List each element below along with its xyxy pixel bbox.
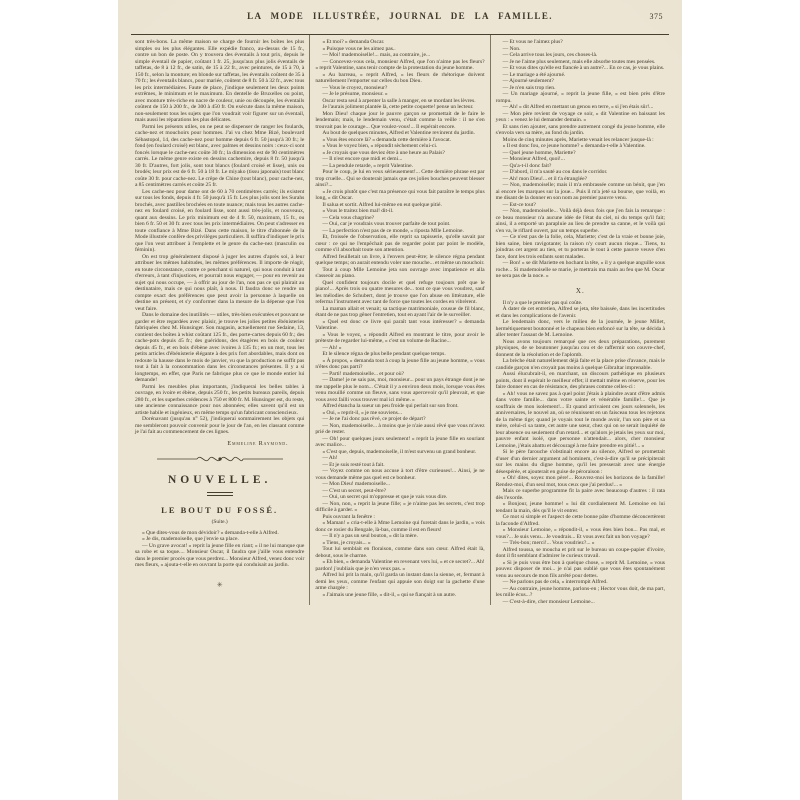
paragraph: — Cela vous chagrine? bbox=[322, 214, 375, 221]
paragraph: « Eh bien, » demanda Valentine en revenant vers lui, « et ce secret?... Ah! pardon! j'oubliais que je n'en veux pas. » bbox=[315, 559, 485, 572]
paragraph: — Ce n'est pas de la folie, cela, Mariette; c'est de la vraie et bonne joie, bien saine, bien ravigotante; la raison n'y court aucun risque... Tiens, tu joindras cet argent au tien, et tu porteras le tout à cette pauvre veuve d'en face, dont les trois enfants sont malades. bbox=[495, 234, 665, 260]
paragraph: « Oui, » reprit-il, « je me souviens... bbox=[322, 409, 403, 416]
paragraph: « Quel est donc ce livre qui paraît tant vous intéresser? » demanda Valentine. bbox=[315, 318, 485, 331]
paragraph: Alfred lui prit la main, qu'il garda un instant dans la sienne, et, fermant à demi les yeux, comme l'enfant qui appuie son doigt sur la gachette d'une arme chargée : bbox=[315, 572, 485, 591]
paragraph: — Et vous dites qu'elle est fiancée à un autre?... En ce cas, je vous plains. bbox=[502, 65, 665, 71]
paragraph: — Ah! bbox=[322, 455, 338, 461]
paragraph: — Concevez-vous cela, monsieur Alfred, que l'on n'aime pas les fleurs? » reprit Valentine, sans tenir compte de la protestation du jeune homme. bbox=[315, 58, 485, 71]
paragraph: Alfred toussa, se moucha et prit sur le bureau un coupe-papier d'ivoire, dont il fit semblant d'admirer le curieux travail. bbox=[495, 546, 665, 559]
paragraph: Aussi élucubrait-il, en marchant, un discours pathétique en plusieurs points, dont il espérait le meilleur effet; il mettait même en réserve, pour les faire donner en cas de résistance, des phrases comme celles-ci : bbox=[495, 371, 665, 390]
paragraph: — Qu'a-t-il donc fait? bbox=[502, 162, 552, 169]
paragraph: — Oui, car je voudrais vous trouver parfaite de tout point. bbox=[322, 221, 451, 227]
paragraph: « Vous le voyez bien, » répondit sèchement celui-ci. bbox=[322, 143, 438, 149]
paragraph: « Maman! » cria-t-elle à Mme Lemoine qui furetait dans le jardin, « vois donc ce rosier du Bengale, là-bas, comme il est en fleurs! bbox=[315, 520, 485, 533]
text-columns bbox=[130, 35, 670, 605]
paragraph: À dater de cet entretien, Alfred se jeta, tête baissée, dans les incertitudes et dans les complications de l'avenir. bbox=[495, 306, 665, 319]
paragraph: — Non, non, » reprit la jeune fille; « je n'aime pas les secrets, c'est trop difficile à garder. » bbox=[315, 500, 485, 513]
journal-title: LA MODE ILLUSTRÉE, JOURNAL DE LA FAMILLE. bbox=[247, 11, 553, 21]
paragraph: — Je le présume, monsieur. » bbox=[322, 91, 388, 97]
paragraph: — La perfection n'est pas de ce monde, » riposta Mlle Lemoine. bbox=[322, 227, 464, 234]
paragraph: — Non, mademoiselle; mais il m'a embrassée comme un bénit, que j'en ai encore les marques sur la joue... Puis il m'a jeté sa bourse, que voilà, en me disant de la donner en son nom au premier pauvre venu. bbox=[495, 182, 665, 201]
paragraph: Dorénavant (jusqu'au n° 52), j'indiquerai sommairement les objets qui me sembleront pouvoir convenir pour le jour de l'an, en les classant comme je l'ai fait au commencement de ces lignes. bbox=[135, 416, 305, 435]
paragraph: « J'aimais une jeune fille, » dit-il, « qui se fiançait à un autre. bbox=[322, 591, 457, 598]
paragraph: — Je n'en sais trop rien. bbox=[502, 84, 556, 91]
paragraph: — Mon Dieu! mademoiselle... bbox=[322, 481, 391, 487]
paragraph: — Ah! mon Dieu!... et il t'a étranglée? bbox=[502, 175, 588, 182]
paragraph: — Ah! » bbox=[322, 344, 342, 351]
page-header bbox=[118, 0, 682, 31]
paragraph: Parmi les meubles plus importants, j'indiquerai les belles tables à ouvrage, en ivoire et ébène, depuis 250 fr., les petits bureaux pareils, depuis 280 fr., et les superbes crédences à 750 et 800 fr. M. Hunsinger est, du reste, une ancienne connaissance pour nos abonnées; elles savent qu'il est un artiste habile et ingénieux, en même temps qu'un fabricant consciencieux. bbox=[135, 383, 305, 416]
paragraph: Je l'aurais joliment plantée là, cette petite coquette! pense un lecteur. bbox=[322, 104, 474, 110]
page-number: 375 bbox=[649, 12, 663, 21]
paragraph: — Et je suis resté tout à fait. bbox=[322, 461, 385, 468]
paragraph: Oscar resta seul à arpenter la salle à manger, en se mordant les lèvres. bbox=[322, 97, 476, 104]
story-subtitle: (Suite.) bbox=[211, 518, 228, 525]
paragraph: — C'est un secret, peut-être? bbox=[322, 487, 387, 494]
paragraph: Si le père farouche s'obstinait encore au silence, Alfred se promettait d'user d'un dernier argument ad hominem, c'est-à-dire qu'il se précipiterait sur les mains du digne homme, qu'il les presserait avec une énergie désespérée, et ajouterait en guise de péroraison : bbox=[495, 449, 665, 475]
paragraph: « Ah! vous ne savez pas à quel point j'étais à plaindre avant d'être admis dans votre famille... dans votre sainte et vénérable famille!... Que je souffrais de mon isolement!... Et quand arrivaient ces jours solennels, les anniversaires, le nouvel an, où se réunissent en un faisceau tous les rejetons de la même tige; quand je voyais tout le monde avoir, l'un son père et sa mère, celui-ci sa tante, cet autre une sœur, chez qui on se serait inquiété de leur absence ou seulement d'un retard... et qu'alors je jetais les yeux sur moi, pauvre enfant isolé, que personne n'attendait... alors, cher monsieur Lemoine, j'étais abattu et découragé à me faire prendre en pitié!... » bbox=[495, 390, 665, 449]
column-3-paragraphs-after bbox=[496, 300, 665, 606]
column-1-paragraphs bbox=[135, 124, 304, 436]
paragraph: — Ah! » dit Alfred en mettant un genou en terre, « si j'en étais sûr!... bbox=[502, 104, 654, 110]
paragraph: — Je ne l'aime plus seulement, mais elle absorbe toutes mes pensées. bbox=[502, 58, 656, 65]
paragraph: — La pendule retarde, » reprit Valentine. bbox=[322, 162, 413, 169]
paragraph: — Très-bon; merci!... Vous voudriez?... » bbox=[502, 540, 595, 546]
paragraph: Puis ouvrant la fenêtre : bbox=[322, 513, 375, 520]
paragraph: — Quel jeune homme, Mariette? bbox=[502, 149, 576, 156]
paragraph: — C'est-à-dire, cher monsieur Lemoine... bbox=[502, 598, 595, 605]
paragraph: « Que dites-vous de mon dévidoir? » demanda-t-elle à Alfred. bbox=[142, 529, 279, 536]
paragraph: — D'abord, il m'a sauté au cou dans le corridor. bbox=[502, 169, 608, 175]
paragraph: Tout lui semblait en floraison, comme dans son cœur. Alfred était là, debout, sous le charme. bbox=[315, 546, 485, 559]
paragraph: — Moi! mademoiselle!... mais, au contraire, je... bbox=[322, 52, 431, 58]
paragraph: — Bon! » se dit Mariette en hochant la tête, « il y a quelque anguille sous roche... Si mademoiselle se marie, je mettrais ma main au feu que M. Oscar ne sera pas de la noce. » bbox=[495, 260, 665, 279]
paragraph: La brèche était naturellement déjà faite et la place prise d'avance, mais le candide garçon n'en croyait pas moins à quelque Gibraltar imprenable. bbox=[495, 358, 665, 371]
paragraph: Ce mot si simple et l'aspect de cette bonne pâte d'homme déconcertèrent la faconde d'Alfred. bbox=[495, 514, 665, 527]
section-heading: NOUVELLE. bbox=[167, 473, 272, 486]
paragraph: — Dame! je ne sais pas, moi, monsieur... pour un pays étrange dont je ne me rappelle plus le nom... C'était il y a environ deux mois, lorsque vous êtes venu mouillé comme un fleuve, sans vous apercevoir qu'il pleuvait, et que vous avez failli vous trouver mal ici même. » bbox=[315, 377, 485, 403]
story-title: LE BOUT DU FOSSÉ. bbox=[161, 504, 279, 515]
paragraph: — Il n'y a pas un seul bouton, » dit la mère. bbox=[322, 533, 418, 539]
paragraph: « Et moi? » demanda Oscar. bbox=[322, 39, 385, 45]
paragraph: — Non, mademoiselle... à moins que je n'aie aussi rêvé que vous m'avez prié de rester. bbox=[315, 422, 485, 435]
paragraph: « Vous êtes encore là? » demanda cette dernière à l'avocat. bbox=[322, 136, 452, 143]
paragraph: — Au contraire, jeune homme, parlons-en ; Hector vous doit, de ma part, les mille écus...? bbox=[495, 585, 665, 598]
paragraph: — Monsieur Alfred, quoi!... bbox=[502, 156, 565, 162]
column-3-paragraphs-before bbox=[496, 39, 665, 280]
paragraph: — Ne parlons pas de cela, » interrompit Alfred. bbox=[502, 579, 608, 585]
paragraph: Dans le domaine des inutilités — utiles, très-bien exécutées et pouvant se garder et être regardées avec plaisir, je trouve les jolies petites ébénisteries fabriquées chez M. Hunsinger. Son magasin, actuellement rue Sedaine, 13, contient des boîtes à whist coûtant 125 fr., des porte-cartes depuis 60 fr.; des cache-pots depuis 45 fr.; des guéridons, des étagères en bois de couleur depuis 45 fr., et en bois d'ébène avec ivoires à 135 fr.; en un mot, tous les petits articles d'ébénisterie élégante à des prix fort abordables, mais dont on redoute la hausse dans le mois de janvier, vu que la production ne suffit pas tout à fait à la consommation dans les circonstances présentes. Il y a si longtemps, en effet, que Paris ne fabrique plus ce que le monde entier lui demande! bbox=[135, 312, 305, 383]
paragraph: — Vous le croyez, monsieur? bbox=[322, 84, 388, 91]
paragraph: « Je crois plutôt que c'est ma présence qui vous fait paraître le temps plus long, » dit Oscar. bbox=[315, 188, 485, 201]
paragraph: Mais ce superbe programme fit la paire avec beaucoup d'autres : il rata dès l'exorde. bbox=[495, 488, 665, 501]
paragraph: — Mon père revient de voyage ce soir, » dit Valentine en baissant les yeux : « venez le lui demander demain. » bbox=[495, 110, 665, 123]
paragraph: — Je ne l'ai donc pas rêvé, ce projet de départ? bbox=[322, 416, 426, 422]
paragraph: Pour le coup, je lui en veux sérieusement!... Cette dernière phrase est par trop cruelle... Qui se douterait jamais que ces jolies bouches peuvent blesser ainsi?... bbox=[315, 169, 485, 188]
column-2 bbox=[309, 35, 490, 605]
paragraph: « Vous le voyez, » répondit Alfred en montrant le titre, pour avoir le prétexte de regarder lui-même, « c'est un volume de Racine... bbox=[315, 331, 485, 344]
paragraph: « C'est que, depuis, mademoiselle, il m'est survenu un grand bonheur. bbox=[322, 448, 477, 455]
paragraph: — Il n'est encore que midi et demi... bbox=[322, 156, 403, 162]
paragraph: « À propos, » demanda tout à coup la jeune fille au jeune homme, « vous n'êtes donc pas parti? bbox=[315, 357, 485, 370]
paragraph: — Est-ce tout? bbox=[502, 201, 536, 208]
paragraph: — Oh! pour quelques jours seulement! » reprit la jeune fille en souriant avec malice... bbox=[315, 435, 485, 448]
journal-page bbox=[118, 0, 682, 800]
paragraph: Et sans rien ajouter, sans prendre autrement congé du jeune homme, elle s'envola vers sa mère, au fond du jardin. bbox=[495, 123, 665, 136]
paragraph: — Parti! mademoiselle... et pour où? bbox=[322, 370, 404, 377]
paragraph: — Oui, un secret qui m'oppresse et que je vais vous dire. bbox=[322, 494, 448, 500]
paragraph: « Vous le traitez bien mal! dit-il. bbox=[322, 208, 394, 214]
column-3 bbox=[491, 35, 670, 605]
paragraph: « Je croyais que vous deviez être à une heure au Palais? bbox=[322, 149, 445, 156]
author-signature: Emmeline Raymond. bbox=[227, 439, 289, 447]
paragraph: — Un grave avocat! » reprit la jeune fille en riant; « il ne lui manque que sa robe et sa toque.... Monsieur Oscar, il faudra que j'aille vous entendre dans le premier procès que vous perdrez... Monsieur Alfred, venez donc voir mes fleurs, » ajouta-t-elle en ouvrant la porte qui conduisait au jardin. bbox=[135, 542, 305, 568]
paragraph: — Ajourné seulement? bbox=[502, 78, 554, 84]
paragraph: — Non, mademoiselle... Voilà déjà deux fois que j'en fais la remarque : ce beau monsieur n'a aucune idée de l'état du ciel, ni du temps qu'il fait; ainsi, il a emporté un parapluie au lieu de prendre sa canne, et le voilà qui s'en va, le riflard ouvert, par un temps superbe. bbox=[495, 208, 665, 234]
paragraph: Alfred feuilletait un livre, à l'envers peut-être; le silence régna pendant quelque temps; on aurait entendu voler une mouche... et même un mouchoir. bbox=[315, 253, 485, 266]
paragraph: Moins de cinq minutes après, Mariette venait les relancer jusque-là : bbox=[502, 136, 654, 143]
paragraph: Parmi les présents utiles, on ne peut se dispenser de ranger les foulards, cache-nez et mouchoirs pour hommes. J'ai vu chez Mme Bizé, boulevard Sébastopol, 14, des cache-nez pour homme depuis 6 fr. 50 jusqu'à 30 fr.; le fond (en foulard croisé) est blanc, avec palmes et dessins noirs : ceux-ci sont foncés lorsque le cache-nez coûte 30 fr.; la dimension est de 90 centimètres carrés. Le même genre existe en dessins cachemire, depuis 8 fr. 50 jusqu'à 30 fr. D'autres, fort jolis, sont tout blancs (foulard croisé et lisse), unis ou brodés; leur prix est de 6 fr. 50 à 18 fr. Le miyako (tissu japonais) tout blanc coûte 30 fr. pour cache-nez. Le crêpe de Chine (tout blanc), pour cache-nez, a 85 centimètres carrés et coûte 25 fr. bbox=[135, 123, 305, 188]
paragraph: Nous avons toujours remarqué que ces deux préparations, purement physiques, de se boutonner jusqu'au cou et de raffermir son couvre-chef, donnent de la résolution et de l'aplomb. bbox=[495, 338, 665, 358]
paragraph: « Bonjour, jeune homme! » lui dit cordialement M. Lemoine en lui tendant la main, dès qu'il le vit entrer. bbox=[495, 501, 665, 514]
paragraph: Il salua et sortit. Alfred lui-même en eut quelque pitié. bbox=[322, 201, 442, 208]
paragraph: Quel confident toujours docile et quel refuge toujours prêt que le piano!... Après trois ou quatre mesures de... tout ce que vous voudrez, sauf les mélodies de Schubert, dont je trouve que l'on abuse en littérature, elle referma l'instrument avec tant de force que toutes les cordes en vibrèrent. bbox=[315, 279, 485, 305]
column-2-paragraphs bbox=[315, 39, 484, 598]
paragraph: « Il est donc fou, ce jeune homme? » demanda-t-elle à Valentine. bbox=[502, 143, 646, 149]
paragraph: — Non. bbox=[502, 45, 521, 52]
chapter-number: X. bbox=[575, 286, 585, 295]
column-1-story-paragraphs bbox=[135, 530, 304, 569]
paragraph: Tout à coup Mlle Lemoine jeta son ouvrage avec impatience et alla s'asseoir au piano. bbox=[315, 266, 485, 279]
paragraph: « Si je puis vous être bon à quelque chose, » reprit M. Lemoine, « vous pouvez disposer de moi... je n'ai pas oublié que vous êtes spontanément venu au secours de mon fils arrêté pour dettes. bbox=[495, 559, 665, 579]
paragraph: — Voyez comme on nous accuse à tort d'être curieuses!... Ainsi, je ne vous demande même pas quel est ce bonheur. bbox=[315, 468, 485, 481]
short-rule bbox=[207, 492, 233, 496]
paragraph: « Au barreau, » reprit Alfred, « les fleurs de rhétorique doivent naturellement l'emporter sur celles du bon Dieu. bbox=[315, 71, 485, 84]
paragraph: « Puisque vous ne les aimez pas.. bbox=[322, 45, 396, 52]
paragraph: sont très-bons. La même maison se charge de fournir les boîtes les plus simples ou les plus élégantes. Elle expédie franco, au-dessus de 15 fr., contre un bon de poste. On y trouvera des éventails à tout prix, depuis le simple éventail de papier, coûtant 1 fr. 25, jusqu'aux plus jolis éventails de taffetas, de 8 à 12 fr., de satin, de 15 à 22 fr., avec peintures, de 15 à 70, à 150 fr., selon la monture; en blonde sur taffetas, les éventails coûtent de 35 à 70 fr.; les éventails blancs, pour mariée, coûtent de 8 fr. 50 à 32 fr., avec tous les prix intermédiaires. Faute de place, j'indique seulement les deux points extrêmes, le minimum et le maximum. En dentelle de Bruxelles ou point, avec monture très-riche en nacre de couleur, unie ou découpée, les éventails coûtent de 150 à 200 fr., de 300 à 450 fr. On exécute dans la même maison, non-seulement tous les sujets que l'on voudrait voir figurer sur un éventail, mais aussi les réparations les plus délicates. bbox=[135, 39, 305, 123]
decorative-rule-icon bbox=[135, 454, 304, 464]
paragraph: Et le silence régna de plus belle pendant quelque temps. bbox=[322, 351, 446, 357]
column-1 bbox=[130, 35, 309, 605]
paragraph: — Cela arrive tous les jours, ces choses-là. bbox=[502, 52, 598, 58]
paragraph: Il n'y a que le premier pas qui coûte. bbox=[502, 299, 583, 306]
paragraph: — Et vous ne l'aimez plus? bbox=[502, 39, 563, 45]
paragraph: Au bout de quelques minutes, Alfred et Valentine revinrent du jardin. bbox=[322, 130, 475, 136]
paragraph: « Oh! dites, soyez mon père!... Rouvrez-moi les horizons de la famille! Rendez-moi, d'un seul mot, tous ceux que j'ai perdus!... » bbox=[495, 475, 665, 488]
paragraph: La maman allait et venait; sa tactique matrimoniale, cousue de fil blanc, étant de ne pas trop gêner l'entretien, tout en ayant l'air de le surveiller. bbox=[315, 305, 485, 318]
paragraph: — Le mariage a été ajourné. bbox=[502, 71, 566, 78]
paragraph: On est trop généralement disposé à juger les autres d'après soi, à leur attribuer les mêmes habitudes, les mêmes préférences. Il importe de réagir, en toute circonstance, contre ce penchant si naturel, qui nous conduit à tant d'erreurs, à tant d'injustices, et pourrait nous engager, — pour en revenir au sujet qui nous occupe, — à offrir au jour de l'an, non pas ce qui plairait au destinataire, mais ce qui nous plaît, à nous. Il faudra donc se rendre un compte exact des préférences que peut avoir la personne à laquelle on destine un présent, et s'y conformer dans la mesure de la dépense que l'on veut faire. bbox=[135, 253, 305, 312]
end-ornament-icon: ✳ bbox=[216, 580, 223, 589]
paragraph: « Tiens, je croyais... » bbox=[322, 539, 371, 546]
paragraph: Le lendemain donc, vers le milieu de la journée, le jeune Millet, hermétiquement boutonné et le chapeau bien enfoncé sur la tête, se décida à aller tenter l'assaut de M. Lemoine. bbox=[495, 319, 665, 338]
paragraph: Et, froissée de l'observation, elle reprit sa tapisserie, qu'elle savait par cœur : ce qui ne l'empêchait pas de regarder point par point le modèle, comme s'il absorbait toute son attention. bbox=[315, 234, 485, 253]
paragraph: — Un mariage ajourné, » reprit la jeune fille, « est bien près d'être rompu. bbox=[495, 91, 665, 104]
paragraph: « Monsieur Lemoine, » répondit-il, « vous êtes bien bon... Pas mal, et vous?... Je suis venu... Je voudrais... Et vous avez fait un bon voyage? bbox=[495, 527, 665, 540]
paragraph: « Je dis, mademoiselle, que j'envie sa place. bbox=[142, 536, 239, 542]
paragraph: Mon Dieu! chaque jour le pauvre garçon se promettait de le faire le lendemain; mais, le lendemain venu, c'était comme la veille : il ne s'en trouvait pas le courage... Que voulez-vous!... Il espérait encore. bbox=[315, 110, 485, 130]
paragraph: Alfred étancha la sueur un peu froide qui perlait sur son front. bbox=[322, 403, 459, 409]
paragraph: Les cache-nez pour dame ont de 60 à 70 centimètres carrés; ils existent sur tous les fonds, depuis 4 fr. 50 jusqu'à 15 fr. Les plus jolis sont les Surahs brochés, avec pastilles brochées en toute nuance; mais tous les autres cache-nez en foulard croisé, en foulard lisse, sont aussi très-jolis, et nouveaux, quant aux dessins. Le prix minimum est de 4 fr. 50, maximum, 15 fr., ou bien 6 fr. 50 et 30 fr. avec tous les prix intermédiaires. On peut s'adresser en toute confiance à Mme Bizé. Dans cette maison, le titre d'abonnée de la Mode illustrée confère des privilèges particuliers. Il suffira d'indiquer le prix que l'on veut attribuer à l'emplette et le genre du cache-nez (masculin ou féminin). bbox=[135, 188, 305, 253]
